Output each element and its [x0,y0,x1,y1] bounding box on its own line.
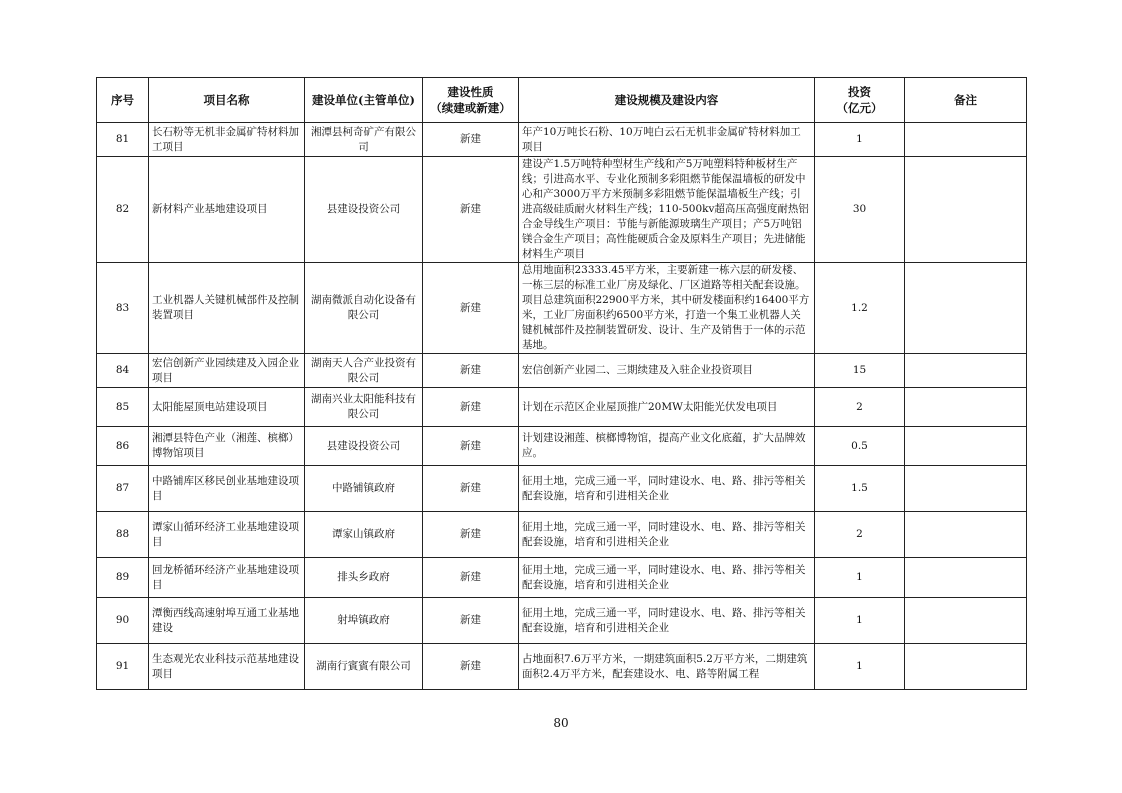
cell-name: 中路铺库区移民创业基地建设项目 [149,466,305,512]
cell-invest: 15 [815,354,905,388]
cell-name: 太阳能屋顶电站建设项目 [149,388,305,427]
header-remark: 备注 [905,78,1027,123]
cell-remark [905,598,1027,644]
cell-nature: 新建 [423,388,519,427]
cell-remark [905,558,1027,598]
cell-unit: 湖南微派自动化设备有限公司 [305,263,423,354]
table-row [97,427,1027,466]
cell-seq: 81 [97,123,149,157]
cell-scope: 计划建设湘莲、槟榔博物馆，提高产业文化底蕴，扩大品牌效应。 [519,427,815,466]
cell-name: 工业机器人关键机械部件及控制装置项目 [149,263,305,354]
cell-unit: 射埠镇政府 [305,598,423,644]
cell-invest: 1.5 [815,466,905,512]
cell-invest: 0.5 [815,427,905,466]
table-row [97,558,1027,598]
cell-scope: 占地面积7.6万平方米，一期建筑面积5.2万平方米，二期建筑面积2.4万平方米，配套建设水、电、路等附属工程 [519,644,815,690]
cell-scope: 建设产1.5万吨特种型材生产线和产5万吨塑料特种板材生产线；引进高水平、专业化预制多彩阻燃节能保温墙板的研发中心和产3000万平方米预制多彩阻燃节能保温墙板生产线；引进高级硅质耐火材料生产线；110-500kv超高压高强度耐热铝合金导线生产项目：节能与新能源玻璃生产项目；产5万吨铝镁合金生产项目；高性能硬质合金及原料生产项目；先进储能材料生产项目 [519,157,815,263]
cell-seq: 85 [97,388,149,427]
cell-remark [905,354,1027,388]
cell-scope: 计划在示范区企业屋顶推广20MW太阳能光伏发电项目 [519,388,815,427]
cell-scope: 年产10万吨长石粉、10万吨白云石无机非金属矿特材料加工项目 [519,123,815,157]
cell-scope: 征用土地，完成三通一平，同时建设水、电、路、排污等相关配套设施，培育和引进相关企业 [519,512,815,558]
header-invest: 投资 （亿元） [815,78,905,123]
cell-invest: 2 [815,388,905,427]
cell-invest: 1 [815,598,905,644]
cell-unit: 县建设投资公司 [305,427,423,466]
table-row [97,388,1027,427]
table-row [97,644,1027,690]
cell-nature: 新建 [423,354,519,388]
cell-seq: 90 [97,598,149,644]
cell-nature: 新建 [423,466,519,512]
cell-nature: 新建 [423,558,519,598]
cell-unit: 湘潭县柯奇矿产有限公司 [305,123,423,157]
cell-remark [905,644,1027,690]
cell-remark [905,427,1027,466]
table-row [97,263,1027,354]
cell-nature: 新建 [423,123,519,157]
cell-name: 生态观光农业科技示范基地建设项目 [149,644,305,690]
cell-invest: 1 [815,123,905,157]
cell-invest: 1 [815,558,905,598]
cell-unit: 湖南兴业太阳能科技有限公司 [305,388,423,427]
cell-unit: 排头乡政府 [305,558,423,598]
table-row [97,598,1027,644]
cell-scope: 征用土地，完成三通一平，同时建设水、电、路、排污等相关配套设施，培育和引进相关企业 [519,598,815,644]
cell-nature: 新建 [423,512,519,558]
cell-seq: 89 [97,558,149,598]
cell-name: 潭衡西线高速射埠互通工业基地建设 [149,598,305,644]
cell-remark [905,157,1027,263]
cell-seq: 82 [97,157,149,263]
header-nature: 建设性质 （续建或新建） [423,78,519,123]
cell-seq: 88 [97,512,149,558]
cell-nature: 新建 [423,644,519,690]
cell-invest: 30 [815,157,905,263]
table-row [97,354,1027,388]
table-row [97,123,1027,157]
cell-name: 新材料产业基地建设项目 [149,157,305,263]
cell-remark [905,466,1027,512]
cell-seq: 84 [97,354,149,388]
cell-nature: 新建 [423,157,519,263]
cell-seq: 91 [97,644,149,690]
header-seq: 序号 [97,78,149,123]
project-table [96,77,1027,690]
cell-name: 谭家山循环经济工业基地建设项目 [149,512,305,558]
cell-nature: 新建 [423,263,519,354]
cell-name: 宏信创新产业园续建及入园企业项目 [149,354,305,388]
cell-name: 长石粉等无机非金属矿特材料加工项目 [149,123,305,157]
cell-nature: 新建 [423,427,519,466]
cell-remark [905,263,1027,354]
table-row [97,466,1027,512]
table-header-row [97,78,1027,123]
cell-unit: 县建设投资公司 [305,157,423,263]
cell-invest: 1 [815,644,905,690]
cell-seq: 83 [97,263,149,354]
cell-nature: 新建 [423,598,519,644]
cell-invest: 1.2 [815,263,905,354]
cell-unit: 中路铺镇政府 [305,466,423,512]
cell-scope: 总用地面积23333.45平方米，主要新建一栋六层的研发楼、一栋三层的标准工业厂房及绿化、厂区道路等相关配套设施。项目总建筑面积22900平方米，其中研发楼面积约16400平方米，工业厂房面积约6500平方米，打造一个集工业机器人关键机械部件及控制装置研发、设计、生产及销售于一体的示范基地。 [519,263,815,354]
cell-remark [905,512,1027,558]
cell-remark [905,123,1027,157]
cell-unit: 湖南行賓賓有限公司 [305,644,423,690]
cell-seq: 86 [97,427,149,466]
page-number: 80 [553,716,569,730]
cell-name: 回龙桥循环经济产业基地建设项目 [149,558,305,598]
header-scope: 建设规模及建设内容 [519,78,815,123]
header-unit: 建设单位(主管单位) [305,78,423,123]
cell-remark [905,388,1027,427]
cell-name: 湘潭县特色产业（湘莲、槟榔）博物馆项目 [149,427,305,466]
cell-scope: 宏信创新产业园二、三期续建及入驻企业投资项目 [519,354,815,388]
table-row [97,157,1027,263]
cell-invest: 2 [815,512,905,558]
header-name: 项目名称 [149,78,305,123]
cell-scope: 征用土地，完成三通一平，同时建设水、电、路、排污等相关配套设施，培育和引进相关企业 [519,558,815,598]
table-row [97,512,1027,558]
cell-seq: 87 [97,466,149,512]
cell-unit: 湖南天人合产业投资有限公司 [305,354,423,388]
cell-unit: 谭家山镇政府 [305,512,423,558]
cell-scope: 征用土地，完成三通一平，同时建设水、电、路、排污等相关配套设施，培育和引进相关企业 [519,466,815,512]
